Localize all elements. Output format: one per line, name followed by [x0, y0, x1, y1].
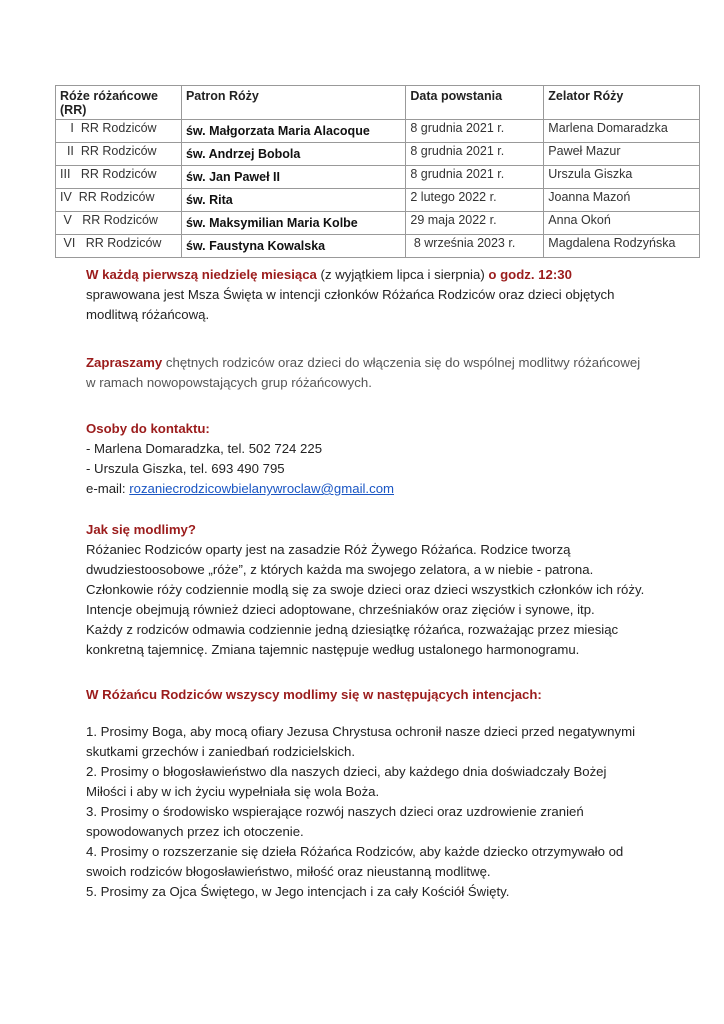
how-heading: Jak się modlimy?: [86, 522, 196, 537]
date-cell: 29 maja 2022 r.: [406, 212, 544, 235]
intentions-heading-block: [86, 685, 638, 705]
rose-numeral: V: [63, 213, 72, 227]
contact-heading: Osoby do kontaktu:: [86, 421, 210, 436]
rose-name: RR Rodziców: [80, 121, 157, 135]
patron-cell: św. Faustyna Kowalska: [181, 235, 405, 258]
intention-line: skutkami grzechów i zaniedbań rodzicielskich.: [86, 744, 355, 759]
how-line: konkretną tajemnicę. Zmiana tajemnic następuje według ustalonego harmonogramu.: [86, 642, 580, 657]
invite-info: [86, 353, 641, 393]
patron-cell: św. Andrzej Bobola: [181, 143, 405, 166]
contact-person-2: - Urszula Giszka, tel. 693 490 795: [86, 461, 285, 476]
mass-line-3: modlitwą różańcową.: [86, 307, 210, 322]
how-we-pray-section: [86, 520, 645, 660]
date-cell: 8 grudnia 2021 r.: [406, 143, 544, 166]
intention-line: 1. Prosimy Boga, aby mocą ofiary Jezusa Chrystusa ochronił nasze dzieci przed negatywnymi: [86, 724, 635, 739]
invite-lead: Zapraszamy: [86, 355, 163, 370]
rosary-roses-table: [55, 85, 700, 258]
intentions-list: [86, 722, 638, 902]
mass-info: [86, 265, 638, 325]
rose-name-cell: [56, 143, 182, 166]
patron-cell: św. Rita: [181, 189, 405, 212]
patron-cell: św. Maksymilian Maria Kolbe: [181, 212, 405, 235]
rose-name-cell: [56, 235, 182, 258]
table-row: [56, 143, 700, 166]
invite-line-2: w ramach nowopowstających grup różańcowych.: [86, 375, 372, 390]
zelator-cell: Joanna Mazoń: [544, 189, 700, 212]
how-line: Każdy z rodziców odmawia codziennie jedną dziesiątkę różańca, rozważając przez miesiąc: [86, 622, 619, 637]
rose-name: RR Rodziców: [78, 190, 155, 204]
mass-time: o godz. 12:30: [488, 267, 572, 282]
zelator-cell: Magdalena Rodzyńska: [544, 235, 700, 258]
mass-lead: W każdą pierwszą niedzielę miesiąca: [86, 267, 317, 282]
rose-numeral: II: [66, 144, 74, 158]
how-line: dwudziestoosobowe „róże”, z których każda ma swojego zelatora, a w niebie - patrona.: [86, 562, 594, 577]
intention-line: Miłości i aby w ich życiu wypełniała się wola Boża.: [86, 784, 380, 799]
table-row: [56, 212, 700, 235]
date-value: 8 września 2023 r.: [413, 236, 516, 250]
mass-line-2: sprawowana jest Msza Święta w intencji członków Różańca Rodziców oraz dzieci objętych: [86, 287, 615, 302]
date-cell: 2 lutego 2022 r.: [406, 189, 544, 212]
intention-line: 5. Prosimy za Ojca Świętego, w Jego intencjach i za cały Kościół Święty.: [86, 884, 510, 899]
rose-name-cell: [56, 212, 182, 235]
mass-exception: (z wyjątkiem lipca i sierpnia): [316, 267, 489, 282]
zelator-cell: Marlena Domaradzka: [544, 120, 700, 143]
contact-person-1: - Marlena Domaradzka, tel. 502 724 225: [86, 441, 323, 456]
date-cell: 8 grudnia 2021 r.: [406, 166, 544, 189]
rose-name-cell: [56, 166, 182, 189]
table-row: [56, 189, 700, 212]
rose-numeral: III: [60, 167, 71, 181]
header-patron: Patron Róży: [181, 86, 405, 120]
rose-numeral: I: [70, 121, 74, 135]
intention-line: swoich rodziców błogosławieństwo, miłość oraz nieustanną modlitwę.: [86, 864, 491, 879]
table-header-row: [56, 86, 700, 120]
rose-name: RR Rodziców: [80, 144, 157, 158]
rose-name-cell: [56, 120, 182, 143]
intention-line: 3. Prosimy o środowisko wspierające rozwój naszych dzieci oraz uzdrowienie zranień: [86, 804, 584, 819]
table-row: [56, 235, 700, 258]
how-line: Intencje obejmują również dzieci adoptowane, chrześniaków oraz zięciów i synowe, itp.: [86, 602, 595, 617]
date-cell: [406, 235, 544, 258]
zelator-cell: Paweł Mazur: [544, 143, 700, 166]
header-zelator: Zelator Róży: [544, 86, 700, 120]
intentions-heading: W Różańcu Rodziców wszyscy modlimy się w następujących intencjach:: [86, 687, 542, 702]
contact-section: [86, 419, 638, 499]
intention-line: 4. Prosimy o rozszerzanie się dzieła Różańca Rodziców, aby każde dziecko otrzymywało od: [86, 844, 624, 859]
zelator-cell: Urszula Giszka: [544, 166, 700, 189]
rose-name: RR Rodziców: [80, 167, 157, 181]
invite-line-1: chętnych rodziców oraz dzieci do włączenia się do wspólnej modlitwy różańcowej: [162, 355, 641, 370]
header-date: Data powstania: [406, 86, 544, 120]
patron-cell: św. Jan Paweł II: [181, 166, 405, 189]
zelator-cell: Anna Okoń: [544, 212, 700, 235]
email-link[interactable]: rozaniecrodzicowbielanywroclaw@gmail.com: [129, 481, 395, 496]
rose-numeral: IV: [60, 190, 72, 204]
rose-name: RR Rodziców: [85, 236, 162, 250]
intention-line: 2. Prosimy o błogosławieństwo dla naszych dzieci, aby każdego dnia doświadczały Bożej: [86, 764, 607, 779]
how-line: Różaniec Rodziców oparty jest na zasadzie Róż Żywego Różańca. Rodzice tworzą: [86, 542, 571, 557]
rose-numeral: VI: [63, 236, 76, 250]
rose-name: RR Rodziców: [82, 213, 158, 227]
header-roses: Róże różańcowe (RR): [56, 86, 182, 120]
table-row: [56, 120, 700, 143]
date-cell: 8 grudnia 2021 r.: [406, 120, 544, 143]
how-line: Członkowie róży codziennie modlą się za swoje dzieci oraz dzieci wszystkich członków ich róży.: [86, 582, 645, 597]
email-label: e-mail:: [86, 481, 130, 496]
table-row: [56, 166, 700, 189]
patron-cell: św. Małgorzata Maria Alacoque: [181, 120, 405, 143]
intention-line: spowodowanych przez ich otoczenie.: [86, 824, 304, 839]
rose-name-cell: [56, 189, 182, 212]
